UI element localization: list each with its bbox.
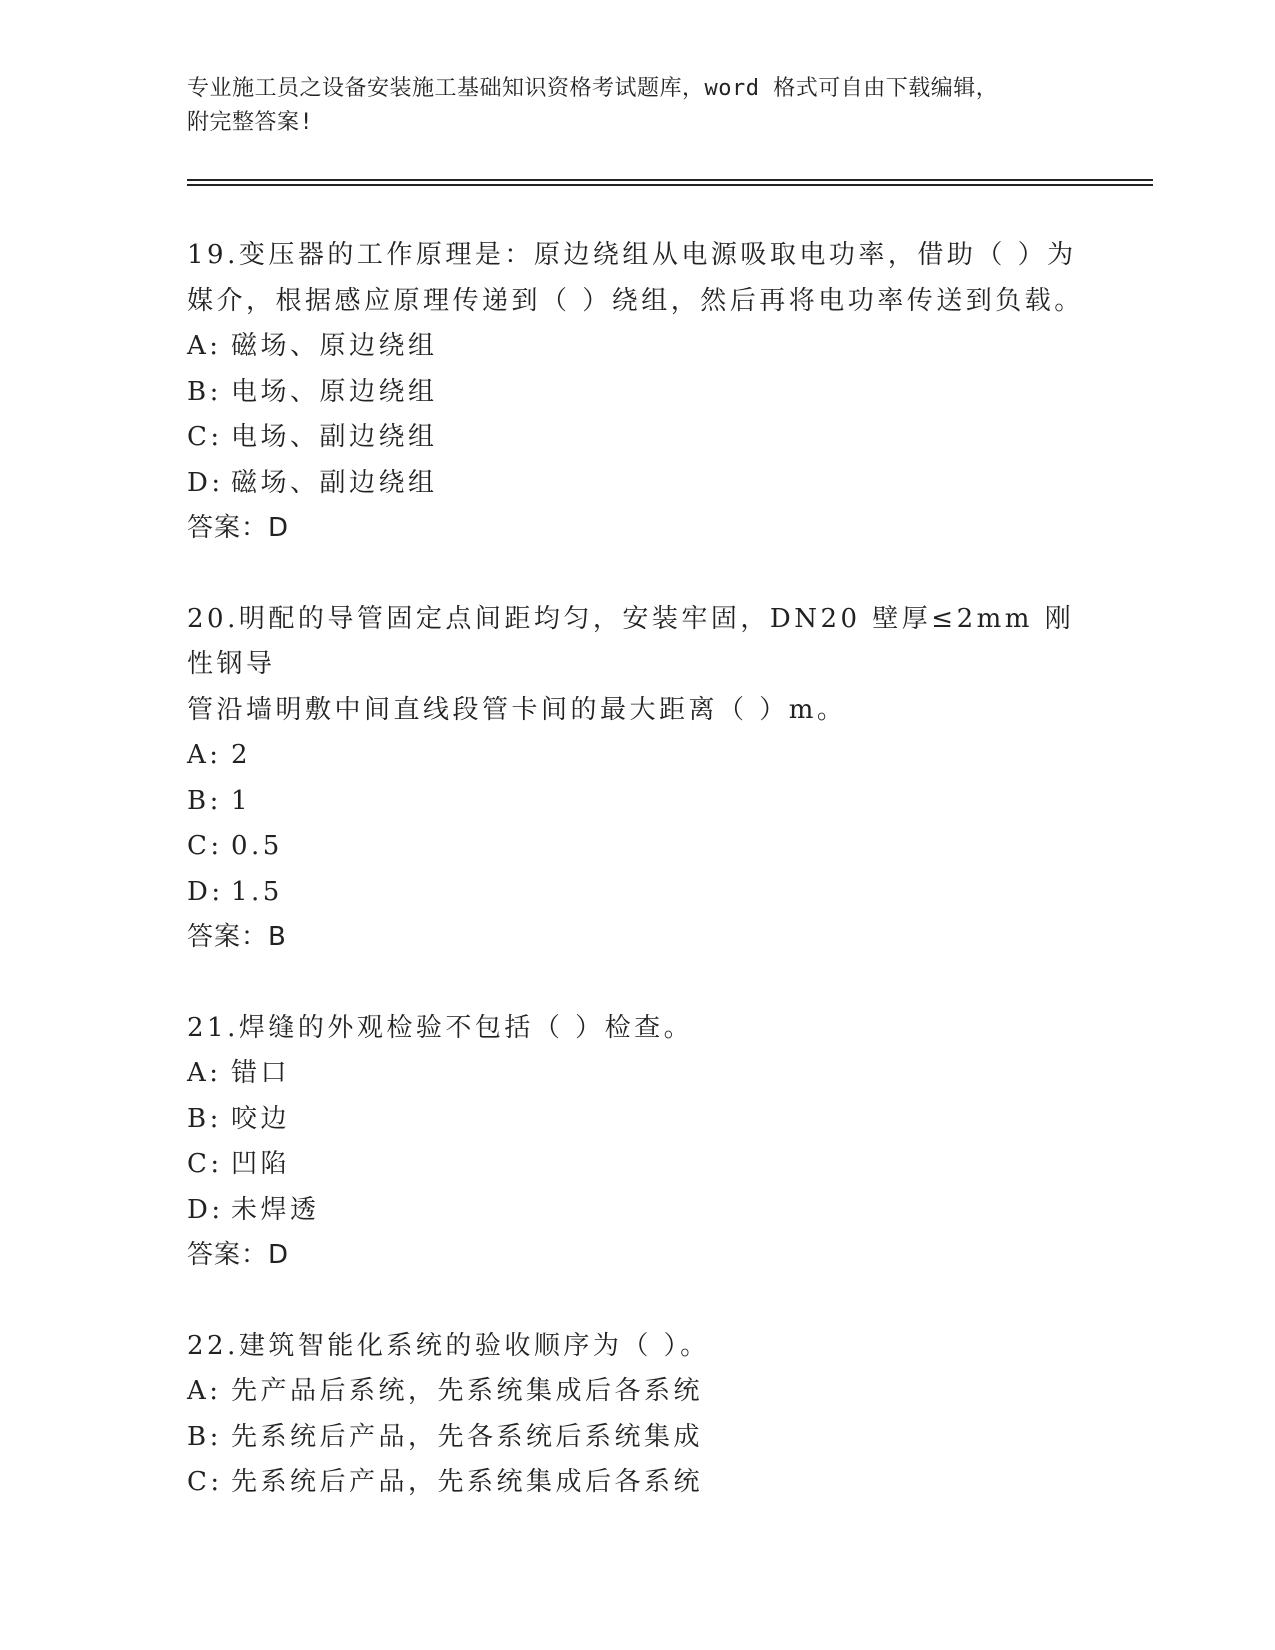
option-d [187, 1188, 1087, 1234]
option-key: A: [187, 1058, 222, 1088]
option-text: 磁场、原边绕组 [231, 331, 438, 361]
option-b [187, 1097, 1087, 1143]
header-divider-bottom [187, 184, 1153, 186]
question-21 [187, 1006, 1087, 1279]
question-stem-line: 管沿墙明敷中间直线段管卡间的最大距离（ ）m。 [187, 694, 847, 725]
header-line-2: 附完整答案! [187, 110, 314, 135]
option-text: 先产品后系统，先系统集成后各系统 [231, 1376, 704, 1406]
option-c [187, 1460, 1087, 1506]
question-20 [187, 597, 1087, 961]
question-22 [187, 1324, 1087, 1506]
option-key: C: [187, 1467, 223, 1497]
option-b [187, 370, 1087, 416]
document-header [187, 72, 1087, 140]
option-c [187, 824, 1087, 870]
option-b [187, 779, 1087, 825]
option-text: 1.5 [231, 876, 283, 907]
option-c [187, 415, 1087, 461]
answer-label: 答案：B [187, 922, 287, 952]
option-key: D: [187, 467, 224, 498]
option-text: 磁场、副边绕组 [231, 467, 438, 498]
option-text: 0.5 [231, 831, 283, 861]
option-key: A: [187, 740, 222, 770]
option-text: 2 [231, 740, 252, 770]
option-key: A: [187, 1376, 222, 1406]
question-19 [187, 233, 1087, 552]
question-stem-line: 21.焊缝的外观检验不包括（ ）检查。 [187, 1012, 694, 1043]
option-d [187, 870, 1087, 916]
option-key: B: [187, 1103, 222, 1134]
answer-label: 答案：D [187, 1240, 290, 1270]
option-a [187, 1369, 1087, 1415]
option-key: C: [187, 831, 223, 861]
option-key: D: [187, 1194, 224, 1225]
option-key: A: [187, 331, 222, 361]
option-text: 错口 [231, 1058, 291, 1088]
option-c [187, 1142, 1087, 1188]
option-key: B: [187, 1421, 222, 1452]
option-key: C: [187, 1149, 223, 1179]
question-stem-line: 22.建筑智能化系统的验收顺序为（ ）。 [187, 1330, 710, 1361]
option-text: 电场、原边绕组 [231, 376, 438, 407]
option-text: 凹陷 [231, 1149, 291, 1179]
option-text: 先系统后产品，先系统集成后各系统 [231, 1467, 704, 1497]
option-key: D: [187, 876, 224, 907]
option-key: B: [187, 785, 222, 816]
option-text: 未焊透 [231, 1194, 320, 1225]
option-a [187, 1051, 1087, 1097]
header-line-1: 专业施工员之设备安装施工基础知识资格考试题库，word 格式可自由下载编辑， [187, 76, 999, 101]
option-text: 电场、副边绕组 [231, 422, 438, 452]
answer-label: 答案：D [187, 513, 290, 543]
option-b [187, 1415, 1087, 1461]
header-divider-top [187, 179, 1153, 181]
option-key: C: [187, 422, 223, 452]
option-a [187, 324, 1087, 370]
question-stem-line: 20.明配的导管固定点间距均匀，安装牢固，DN20 壁厚≤2mm 刚性钢导 [187, 603, 1075, 679]
option-text: 1 [231, 785, 252, 816]
option-text: 咬边 [231, 1103, 291, 1134]
question-list [187, 233, 1087, 1551]
option-key: B: [187, 376, 222, 407]
question-stem-line: 媒介，根据感应原理传递到（ ）绕组，然后再将电功率传送到负载。 [187, 285, 1084, 316]
option-text: 先系统后产品，先各系统后系统集成 [231, 1421, 704, 1452]
question-stem-line: 19.变压器的工作原理是：原边绕组从电源吸取电功率，借助（ ）为 [187, 240, 1077, 270]
option-a [187, 733, 1087, 779]
option-d [187, 461, 1087, 507]
